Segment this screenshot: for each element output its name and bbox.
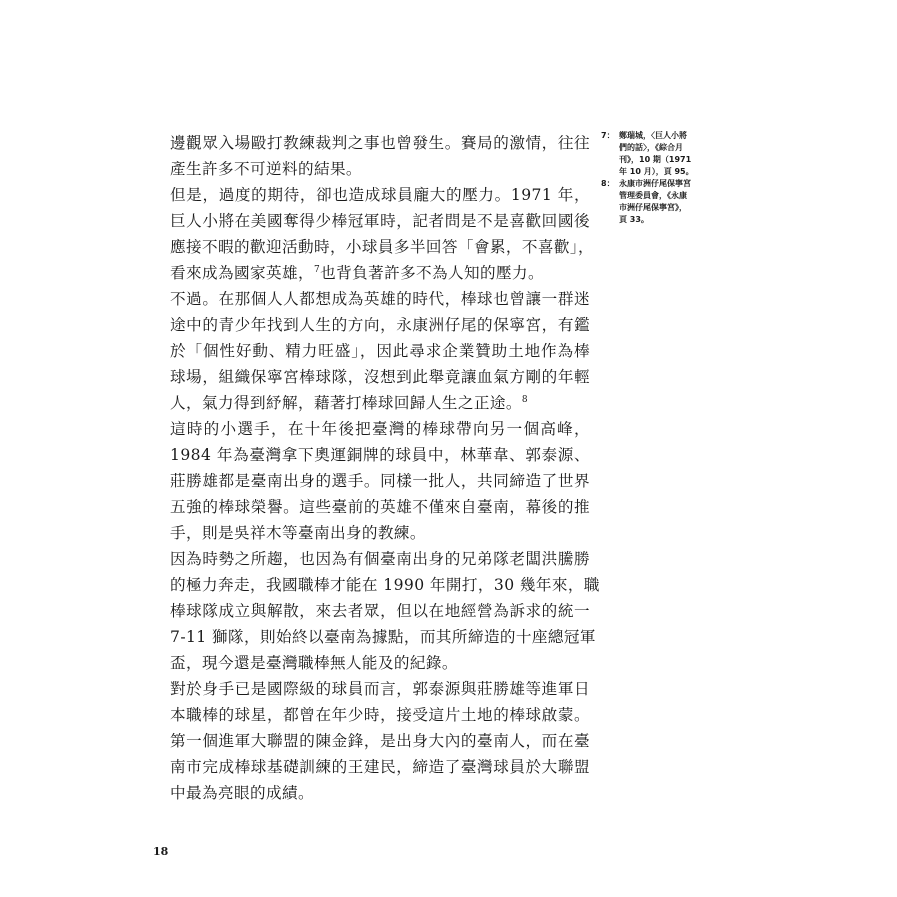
text-line: 本職棒的球星，都曾在年少時，接受這片土地的棒球啟蒙。 [170, 706, 590, 724]
text-line: 盃，現今還是臺灣職棒無人能及的紀錄。 [170, 654, 458, 672]
text-line: 五強的棒球榮譽。這些臺前的英雄不僅來自臺南，幕後的推 [170, 498, 590, 516]
text-line: 對於身手已是國際級的球員而言，郭泰源與莊勝雄等進軍日 [170, 680, 590, 698]
text-line: 莊勝雄都是臺南出身的選手。同樣一批人，共同締造了世界 [170, 472, 590, 490]
text-line: 但是，過度的期待，卻也造成球員龐大的壓力。1971 年， [170, 186, 590, 204]
text-line: 第一個進軍大聯盟的陳金鋒，是出身大內的臺南人，而在臺 [170, 732, 590, 750]
footnote-reference[interactable]: 8 [521, 394, 529, 405]
text-line [170, 260, 590, 286]
paragraph [170, 182, 595, 286]
paragraph [170, 416, 590, 546]
text-line: 1984 年為臺灣拿下奧運銅牌的球員中，林華韋、郭泰源、 [170, 446, 590, 464]
text-line: 這時的小選手，在十年後把臺灣的棒球帶向另一個高峰， [170, 420, 590, 438]
text-line: 南市完成棒球基礎訓練的王建民，締造了臺灣球員於大聯盟 [170, 758, 590, 776]
sidenote-number: 8： [601, 179, 615, 188]
text-line: 球場，組織保寧宮棒球隊，沒想到此舉竟讓血氣方剛的年輕 [170, 368, 590, 386]
sidenote-line: 市洲仔尾保寧宮》， [619, 203, 687, 212]
paragraph [170, 286, 590, 416]
text-line: 巨人小將在美國奪得少棒冠軍時，記者問是不是喜歡回國後 [170, 212, 590, 230]
text-line: 應接不暇的歡迎活動時，小球員多半回答「會累，不喜歡」， [170, 238, 595, 256]
text-line: 7-11 獅隊，則始終以臺南為據點，而其所締造的十座總冠軍 [170, 628, 596, 646]
sidenote-number: 7： [601, 131, 615, 140]
text-line: 中最為亮眼的成績。 [170, 784, 314, 802]
main-text-column [170, 130, 600, 806]
sidenote-line: 年 10 月），頁 95。 [619, 167, 694, 176]
sidenote-line: 刊》，10 期（1971 [619, 155, 692, 164]
paragraph [170, 130, 590, 182]
sidenote-line: 鄭瑞城，〈巨人小將 [619, 131, 687, 140]
sidenote-text [619, 130, 694, 178]
text-fragment: 人，氣力得到紓解，藉著打棒球回歸人生之正途。 [170, 394, 522, 412]
sidenote [601, 130, 721, 178]
text-line: 產生許多不可逆料的結果。 [170, 160, 362, 178]
text-line [170, 390, 590, 416]
text-line: 因為時勢之所趨，也因為有個臺南出身的兄弟隊老闆洪騰勝 [170, 550, 590, 568]
footnote-reference[interactable]: 7 [313, 264, 321, 275]
sidenote-line: 永康市洲仔尾保寧宮 [619, 179, 691, 188]
text-line: 邊觀眾入場毆打教練裁判之事也曾發生。賽局的激情，往往 [170, 134, 590, 152]
text-fragment: 也背負著許多不為人知的壓力。 [320, 264, 545, 282]
text-line: 不過。在那個人人都想成為英雄的時代，棒球也曾讓一群迷 [170, 290, 590, 308]
sidenote-column [601, 130, 721, 226]
paragraph [170, 676, 590, 806]
sidenote-line: 們的話〉，《綜合月 [619, 143, 683, 152]
page-number: 18 [153, 845, 169, 858]
text-line: 於「個性好動、精力旺盛」，因此尋求企業贊助土地作為棒 [170, 342, 590, 360]
text-line: 的極力奔走，我國職棒才能在 1990 年開打，30 幾年來，職 [170, 576, 600, 594]
paragraph [170, 546, 600, 676]
sidenote-line: 管理委員會，《永康 [619, 191, 687, 200]
text-fragment: 看來成為國家英雄， [170, 264, 314, 282]
sidenote-line: 頁 33。 [619, 215, 649, 224]
sidenote-text [619, 178, 691, 226]
text-line: 棒球隊成立與解散，來去者眾，但以在地經營為訴求的統一 [170, 602, 590, 620]
text-line: 途中的青少年找到人生的方向，永康洲仔尾的保寧宮，有鑑 [170, 316, 590, 334]
sidenote [601, 178, 721, 226]
text-line: 手，則是吳祥木等臺南出身的教練。 [170, 524, 426, 542]
